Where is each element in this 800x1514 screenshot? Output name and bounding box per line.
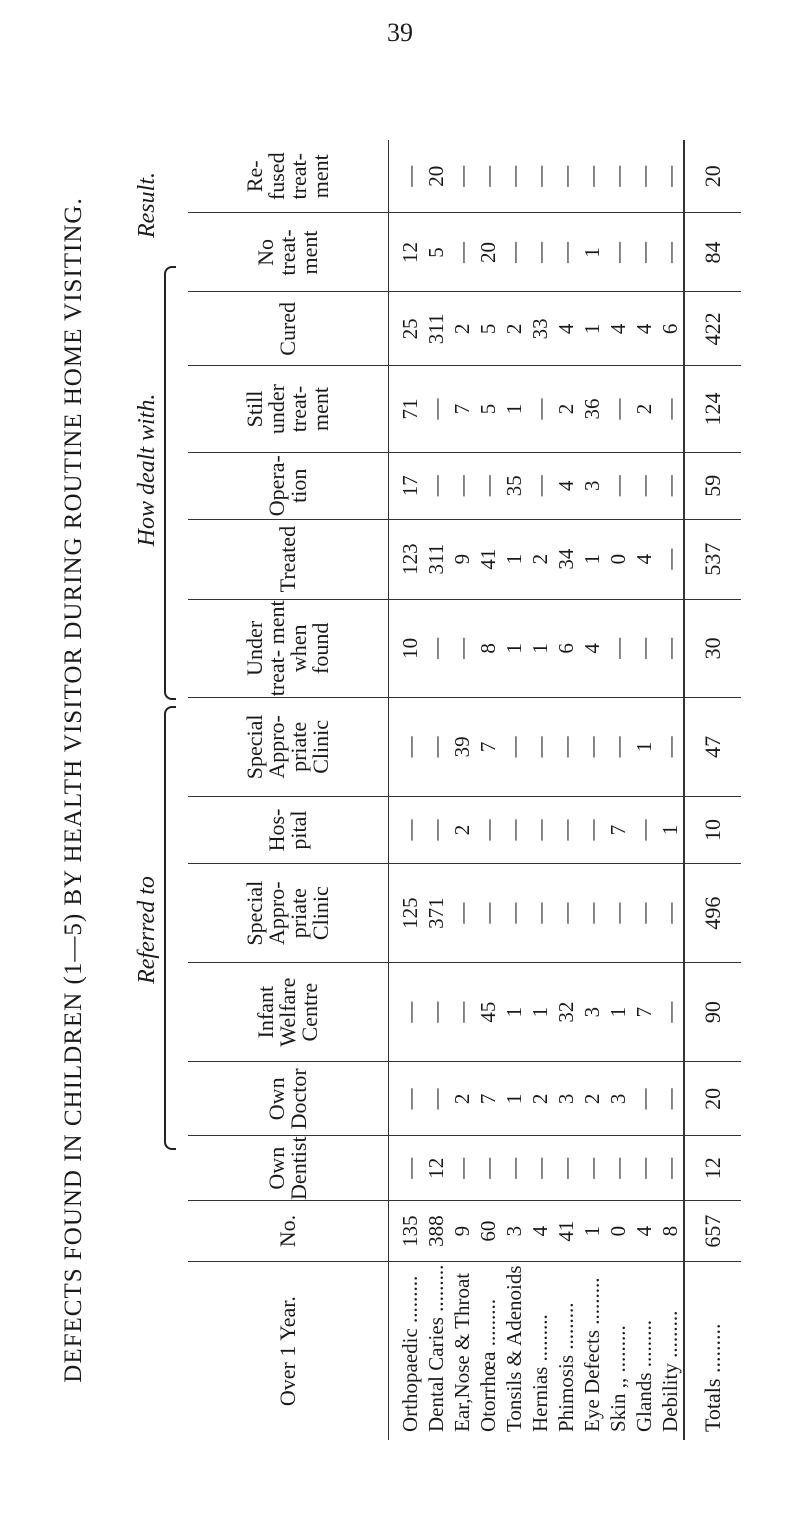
cell-refused: — <box>554 165 578 187</box>
cell-refused: — <box>450 165 474 187</box>
cell-own-doctor: — <box>632 1088 656 1110</box>
header-no: No. <box>188 1200 389 1261</box>
totals-row <box>684 140 741 1440</box>
cell-own-doctor: 7 <box>476 1093 500 1105</box>
cell-still-under: 71 <box>398 398 422 420</box>
header-under-treatment: Under treat- ment when found <box>188 599 389 697</box>
cell-no-treatment: 12 <box>398 241 422 263</box>
cell-hospital: — <box>632 819 656 841</box>
cell-no: 4 <box>528 1225 552 1237</box>
data-rows <box>389 140 685 1440</box>
cell-no: 60 <box>476 1220 500 1242</box>
cell-infant-welfare: — <box>424 1001 448 1023</box>
col-no-treatment <box>389 213 685 292</box>
cell-treated: 4 <box>632 553 656 565</box>
cell-category: Otorrhœa ......... <box>476 1299 500 1432</box>
cell-own-doctor: 3 <box>554 1093 578 1105</box>
cell-no: 41 <box>554 1220 578 1242</box>
cell-own-dentist: — <box>398 1157 422 1179</box>
cell-no-treatment: 20 <box>476 241 500 263</box>
cell-no: 135 <box>398 1215 422 1247</box>
group-referred-to: Referred to <box>134 876 160 984</box>
cell-hospital: 7 <box>606 824 630 836</box>
total-no: 657 <box>684 1200 741 1261</box>
cell-cured: 5 <box>476 323 500 335</box>
cell-still-under: 2 <box>632 403 656 415</box>
total-own-doctor: 20 <box>684 1062 741 1136</box>
cell-refused: 20 <box>424 165 448 187</box>
cell-special-how: 1 <box>632 741 656 753</box>
cell-still-under: — <box>658 398 682 420</box>
cell-category: Hernias ......... <box>528 1314 552 1432</box>
cell-treated: 41 <box>476 548 500 570</box>
cell-operation: — <box>632 475 656 497</box>
cell-operation: 17 <box>398 475 422 497</box>
cell-refused: — <box>528 165 552 187</box>
header-hospital: Hos- pital <box>188 796 389 863</box>
cell-own-doctor: — <box>398 1088 422 1110</box>
cell-no: 9 <box>450 1225 474 1237</box>
header-special-clinic-referred: Special Appro- priate Clinic <box>188 864 389 963</box>
cell-category: Dental Caries ......... <box>424 1264 448 1432</box>
cell-under-treatment: — <box>632 637 656 659</box>
cell-refused: — <box>580 165 604 187</box>
cell-special-how: — <box>528 736 552 758</box>
cell-refused: — <box>502 165 526 187</box>
cell-cured: 4 <box>606 323 630 335</box>
group-how-dealt-with: How dealt with. <box>134 393 160 547</box>
total-operation: 59 <box>684 452 741 519</box>
cell-cured: 33 <box>528 318 552 340</box>
group-result: Result. <box>134 172 160 238</box>
cell-under-treatment: — <box>450 637 474 659</box>
cell-special-ref: — <box>606 902 630 924</box>
cell-no-treatment: — <box>658 241 682 263</box>
cell-hospital: — <box>398 819 422 841</box>
cell-no: 8 <box>658 1225 682 1237</box>
cell-infant-welfare: — <box>658 1001 682 1023</box>
cell-special-how: 39 <box>450 736 474 758</box>
header-operation: Opera- tion <box>188 452 389 519</box>
cell-treated: 1 <box>580 553 604 565</box>
cell-special-how: — <box>398 736 422 758</box>
cell-no-treatment: — <box>554 241 578 263</box>
cell-hospital: — <box>424 819 448 841</box>
cell-cured: 311 <box>424 313 448 345</box>
total-still-under: 124 <box>684 366 741 453</box>
cell-cured: 4 <box>632 323 656 335</box>
cell-no: 4 <box>632 1225 656 1237</box>
col-under-treatment <box>389 599 685 697</box>
total-special-how: 47 <box>684 697 741 796</box>
cell-still-under: — <box>528 398 552 420</box>
total-special-referred: 496 <box>684 864 741 963</box>
col-own-dentist <box>389 1136 685 1201</box>
cell-special-how: — <box>554 736 578 758</box>
cell-no: 388 <box>424 1215 448 1247</box>
cell-infant-welfare: 7 <box>632 1006 656 1018</box>
cell-under-treatment: 1 <box>528 643 552 654</box>
cell-infant-welfare: — <box>398 1001 422 1023</box>
cell-refused: — <box>476 165 500 187</box>
cell-special-ref: — <box>658 902 682 924</box>
brace-referred-to <box>164 706 176 1150</box>
header-infant-welfare: Infant Welfare Centre <box>188 963 389 1062</box>
cell-infant-welfare: 1 <box>606 1006 630 1018</box>
col-operation <box>389 452 685 519</box>
cell-cured: 25 <box>398 318 422 340</box>
cell-special-ref: — <box>502 902 526 924</box>
cell-no-treatment: — <box>450 241 474 263</box>
cell-special-how: — <box>580 736 604 758</box>
cell-own-dentist: 12 <box>424 1157 448 1179</box>
cell-own-dentist: — <box>632 1157 656 1179</box>
cell-hospital: 2 <box>450 824 474 836</box>
cell-cured: 1 <box>580 323 604 335</box>
cell-own-doctor: — <box>658 1088 682 1110</box>
cell-operation: — <box>476 475 500 497</box>
header-refused: Re- fused treat- ment <box>188 140 389 213</box>
total-refused: 20 <box>684 140 741 213</box>
total-cured: 422 <box>684 292 741 366</box>
cell-special-ref: — <box>554 902 578 924</box>
brace-how-dealt-with <box>164 266 176 700</box>
cell-infant-welfare: 45 <box>476 1001 500 1023</box>
cell-hospital: — <box>580 819 604 841</box>
cell-special-how: 7 <box>476 741 500 753</box>
cell-category: Tonsils & Adenoids <box>502 1265 526 1432</box>
cell-no: 0 <box>606 1225 630 1237</box>
cell-under-treatment: 6 <box>554 643 578 654</box>
cell-operation: — <box>450 475 474 497</box>
cell-cured: 6 <box>658 323 682 335</box>
cell-special-ref: — <box>632 902 656 924</box>
cell-special-how: — <box>658 736 682 758</box>
cell-category: Debility ......... <box>658 1310 682 1432</box>
page-title: DEFECTS FOUND IN CHILDREN (1—5) BY HEALTH VISITOR DURING ROUTINE HOME VISITING. <box>60 197 87 1383</box>
cell-infant-welfare: 3 <box>580 1006 604 1018</box>
col-own-doctor <box>389 1062 685 1136</box>
cell-no: 1 <box>580 1225 604 1237</box>
cell-no-treatment: — <box>632 241 656 263</box>
col-cured <box>389 292 685 366</box>
cell-treated: 1 <box>502 553 526 565</box>
cell-still-under: 36 <box>580 398 604 420</box>
cell-own-doctor: 3 <box>606 1093 630 1105</box>
cell-under-treatment: 4 <box>580 643 604 654</box>
cell-own-doctor: 2 <box>580 1093 604 1105</box>
cell-no-treatment: — <box>606 241 630 263</box>
header-row <box>188 140 389 1440</box>
col-refused <box>389 140 685 213</box>
cell-own-dentist: — <box>502 1157 526 1179</box>
cell-special-ref: — <box>476 902 500 924</box>
col-hospital <box>389 796 685 863</box>
total-own-dentist: 12 <box>684 1136 741 1201</box>
total-infant-welfare: 90 <box>684 963 741 1062</box>
col-category <box>389 1262 685 1440</box>
cell-special-how: — <box>606 736 630 758</box>
col-no <box>389 1200 685 1261</box>
cell-still-under: 2 <box>554 403 578 415</box>
cell-hospital: — <box>528 819 552 841</box>
cell-still-under: 5 <box>476 403 500 415</box>
cell-no-treatment: — <box>502 241 526 263</box>
cell-still-under: — <box>424 398 448 420</box>
cell-refused: — <box>632 165 656 187</box>
page-number: 39 <box>387 18 413 47</box>
cell-under-treatment: — <box>658 637 682 659</box>
cell-operation: — <box>606 475 630 497</box>
cell-category: Ear,Nose & Throat <box>450 1272 474 1432</box>
cell-refused: — <box>658 165 682 187</box>
cell-operation: — <box>658 475 682 497</box>
cell-cured: 2 <box>502 323 526 335</box>
col-infant-welfare <box>389 963 685 1062</box>
total-under-treatment: 30 <box>684 599 741 697</box>
total-treated: 537 <box>684 519 741 599</box>
cell-still-under: — <box>606 398 630 420</box>
cell-under-treatment: 8 <box>476 643 500 654</box>
cell-no-treatment: — <box>528 241 552 263</box>
cell-treated: 123 <box>398 543 422 575</box>
rotated-table-page <box>60 140 725 1440</box>
cell-own-dentist: — <box>658 1157 682 1179</box>
cell-operation: — <box>528 475 552 497</box>
cell-under-treatment: — <box>606 637 630 659</box>
cell-category: Eye Defects ......... <box>580 1277 604 1432</box>
header-special-clinic-how: Special Appro- priate Clinic <box>188 697 389 796</box>
cell-cured: 2 <box>450 323 474 335</box>
total-hospital: 10 <box>684 796 741 863</box>
cell-hospital: — <box>476 819 500 841</box>
cell-cured: 4 <box>554 323 578 335</box>
cell-under-treatment: — <box>424 637 448 659</box>
header-no-treatment: No treat- ment <box>188 213 389 292</box>
cell-own-doctor: — <box>424 1088 448 1110</box>
cell-hospital: — <box>554 819 578 841</box>
cell-treated: — <box>658 548 682 570</box>
cell-category: Skin ,, ......... <box>606 1325 630 1432</box>
cell-treated: 311 <box>424 543 448 575</box>
cell-own-dentist: — <box>606 1157 630 1179</box>
cell-refused: — <box>398 165 422 187</box>
cell-own-dentist: — <box>450 1157 474 1179</box>
cell-treated: 34 <box>554 548 578 570</box>
cell-treated: 2 <box>528 553 552 565</box>
cell-no-treatment: 5 <box>424 247 448 258</box>
header-own-doctor: Own Doctor <box>188 1062 389 1136</box>
header-still-under: Still under treat- ment <box>188 366 389 453</box>
totals-label: Totals ......... <box>684 1262 741 1440</box>
cell-category: Phimosis ......... <box>554 1302 578 1432</box>
cell-special-ref: — <box>450 902 474 924</box>
cell-still-under: 1 <box>502 403 526 415</box>
cell-own-doctor: 2 <box>528 1093 552 1105</box>
cell-no-treatment: 1 <box>580 247 604 258</box>
cell-infant-welfare: 1 <box>502 1006 526 1018</box>
cell-treated: 0 <box>606 553 630 565</box>
cell-own-dentist: — <box>554 1157 578 1179</box>
cell-under-treatment: 1 <box>502 643 526 654</box>
cell-special-ref: — <box>580 902 604 924</box>
cell-still-under: 7 <box>450 403 474 415</box>
cell-own-doctor: 1 <box>502 1093 526 1105</box>
cell-own-doctor: 2 <box>450 1093 474 1105</box>
cell-treated: 9 <box>450 553 474 565</box>
header-treated: Treated <box>188 519 389 599</box>
cell-special-ref: 125 <box>398 897 422 929</box>
header-own-dentist: Own Dentist <box>188 1136 389 1201</box>
cell-own-dentist: — <box>528 1157 552 1179</box>
cell-hospital: — <box>502 819 526 841</box>
cell-category: Orthopaedic ......... <box>398 1275 422 1432</box>
cell-operation: 35 <box>502 475 526 497</box>
cell-infant-welfare: 32 <box>554 1001 578 1023</box>
cell-operation: 3 <box>580 480 604 491</box>
cell-under-treatment: 10 <box>398 637 422 659</box>
cell-category: Glands ......... <box>632 1320 656 1432</box>
cell-infant-welfare: — <box>450 1001 474 1023</box>
col-special-how <box>389 697 685 796</box>
cell-operation: — <box>424 475 448 497</box>
cell-special-how: — <box>424 736 448 758</box>
cell-special-how: — <box>502 736 526 758</box>
defects-table <box>188 140 741 1440</box>
cell-hospital: 1 <box>658 824 682 836</box>
cell-refused: — <box>606 165 630 187</box>
cell-infant-welfare: 1 <box>528 1006 552 1018</box>
col-special-referred <box>389 864 685 963</box>
total-no-treatment: 84 <box>684 213 741 292</box>
header-cured: Cured <box>188 292 389 366</box>
header-category: Over 1 Year. <box>188 1262 389 1440</box>
cell-own-dentist: — <box>476 1157 500 1179</box>
col-still-under <box>389 366 685 453</box>
cell-special-ref: 371 <box>424 897 448 929</box>
cell-special-ref: — <box>528 902 552 924</box>
col-treated <box>389 519 685 599</box>
cell-operation: 4 <box>554 480 578 491</box>
cell-no: 3 <box>502 1225 526 1237</box>
cell-own-dentist: — <box>580 1157 604 1179</box>
